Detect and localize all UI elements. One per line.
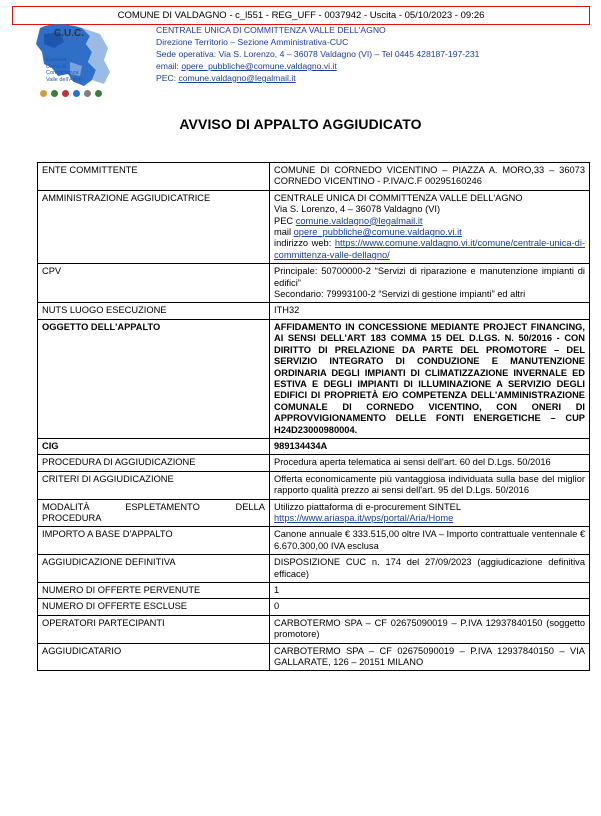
logo-acronym: C.U.C. — [54, 28, 84, 39]
row-value: 989134434A — [270, 438, 590, 454]
logo-caption: Centrale Unica di Committenza Valle dell'Agno — [46, 57, 82, 83]
row-value: Procedura aperta telematica ai sensi dell'art. 60 del D.Lgs. 50/2016 — [270, 455, 590, 471]
header-address: Sede operativa: Via S. Lorenzo, 4 – 36078 Valdagno (VI) – Tel 0445 428187-197-231 — [156, 49, 480, 59]
table-row — [38, 643, 590, 671]
row-label: OPERATORI PARTECIPANTI — [38, 615, 270, 643]
web-link[interactable]: https://www.comune.valdagno.vi.it/comune/centrale-unica-di-committenza-valle-dellagno/ — [274, 238, 585, 260]
crest-icon — [84, 90, 91, 97]
table-row — [38, 319, 590, 438]
table-row — [38, 499, 590, 527]
row-label: MODALITÀ ESPLETAMENTO DELLA PROCEDURA — [38, 499, 270, 527]
table-row — [38, 583, 590, 599]
row-label: AMMINISTRAZIONE AGGIUDICATRICE — [38, 190, 270, 263]
row-value: AFFIDAMENTO IN CONCESSIONE MEDIANTE PROJECT FINANCING, AI SENSI DELL'ART 183 COMMA 15 DEL D.LGS. N. 50/2016 - CON DIRITTO DI PRELAZIONE DA PARTE DEL PROMOTORE – DEL SERVIZIO INTEGRATO DI CONDUZIONE E MANUTENZIONE ORDINARIA DEGLI IMPIANTI DI CLIMATIZZAZIONE INVERNALE ED ESTIVA E DEGLI IMPIANTI DI ILLUMINAZIONE A SERVIZIO DEGLI EDIFICI DI PROPRIETÀ E/O COMPETENZA DELL'AMMINISTRAZIONE COMUNALE DI CORNEDO VICENTINO, CON ONERI DI APPROVVIGIONAMENTO DELLE FONTI ENERGETICHE – CUP H24D23000980004. — [270, 319, 590, 438]
mail-link[interactable]: opere_pubbliche@comune.valdagno.vi.it — [293, 227, 462, 238]
table-row — [38, 527, 590, 555]
row-label: NUTS LUOGO ESECUZIONE — [38, 303, 270, 319]
pec-link[interactable]: comune.valdagno@legalmail.it — [295, 215, 423, 226]
row-value: 0 — [270, 599, 590, 615]
header-email-link[interactable]: opere_pubbliche@comune.valdagno.vi.it — [181, 61, 337, 71]
row-label: CIG — [38, 438, 270, 454]
table-row — [38, 190, 590, 263]
table-row — [38, 471, 590, 499]
municipality-crests — [40, 90, 102, 97]
row-value: Utilizzo piattaforma di e-procurement SINTEL https://www.ariaspa.it/wps/portal/Aria/Home — [270, 499, 590, 527]
header-email-line: email: opere_pubbliche@comune.valdagno.vi.it — [156, 61, 337, 71]
crest-icon — [51, 90, 58, 97]
table-row — [38, 438, 590, 454]
row-label: CRITERI DI AGGIUDICAZIONE — [38, 471, 270, 499]
protocol-stamp: COMUNE DI VALDAGNO - c_l551 - REG_UFF - 0037942 - Uscita - 05/10/2023 - 09:26 — [12, 6, 590, 25]
row-label: OGGETTO DELL'APPALTO — [38, 319, 270, 438]
row-value: CARBOTERMO SPA – CF 02675090019 – P.IVA 12937840150 – VIA GALLARATE, 126 – 20151 MILANO — [270, 643, 590, 671]
crest-icon — [73, 90, 80, 97]
notice-table — [37, 162, 590, 671]
row-value: CENTRALE UNICA DI COMMITTENZA VALLE DELL'AGNO Via S. Lorenzo, 4 – 36078 Valdagno (VI) PEC comune.valdagno@legalmail.it mail opere_pubbliche@comune.valdagno.vi.it indirizzo web: https://www.comune.valdagno.vi.it/comune/centrale-unica-di-committenza-valle-dellagno/ — [270, 190, 590, 263]
header-org: CENTRALE UNICA DI COMMITTENZA VALLE DELL'AGNO — [156, 25, 386, 35]
row-label: AGGIUDICATARIO — [38, 643, 270, 671]
row-value: 1 — [270, 583, 590, 599]
table-row — [38, 303, 590, 319]
row-value: Principale: 50700000-2 “Servizi di riparazione e manutenzione impianti di edifici” Secondario: 79993100-2 “Servizi di gestione impianti” ed altri — [270, 264, 590, 303]
row-label: NUMERO DI OFFERTE PERVENUTE — [38, 583, 270, 599]
table-row — [38, 455, 590, 471]
table-row — [38, 615, 590, 643]
header-info — [156, 24, 479, 84]
row-label: IMPORTO A BASE D'APPALTO — [38, 527, 270, 555]
row-label: NUMERO DI OFFERTE ESCLUSE — [38, 599, 270, 615]
row-value: Offerta economicamente più vantaggiosa individuata sulla base del miglior rapporto qualità prezzo ai sensi dell'art. 95 del D.Lgs. 50/2016 — [270, 471, 590, 499]
crest-icon — [40, 90, 47, 97]
row-value: DISPOSIZIONE CUC n. 174 del 27/09/2023 (aggiudicazione definitiva efficace) — [270, 555, 590, 583]
header-pec-link[interactable]: comune.valdagno@legalmail.it — [178, 73, 296, 83]
row-value: ITH32 — [270, 303, 590, 319]
crest-icon — [62, 90, 69, 97]
row-label: ENTE COMMITTENTE — [38, 163, 270, 191]
table-row — [38, 555, 590, 583]
table-row — [38, 163, 590, 191]
page-title: AVVISO DI APPALTO AGGIUDICATO — [179, 116, 422, 132]
table-row — [38, 264, 590, 303]
table-row — [38, 599, 590, 615]
row-label: AGGIUDICAZIONE DEFINITIVA — [38, 555, 270, 583]
header-direction: Direzione Territorio – Sezione Amministrativa-CUC — [156, 37, 349, 47]
row-value: COMUNE DI CORNEDO VICENTINO – PIAZZA A. MORO,33 – 36073 CORNEDO VICENTINO - P.IVA/C.F 00295160246 — [270, 163, 590, 191]
row-label: PROCEDURA DI AGGIUDICAZIONE — [38, 455, 270, 471]
row-label: CPV — [38, 264, 270, 303]
crest-icon — [95, 90, 102, 97]
aria-link[interactable]: https://www.ariaspa.it/wps/portal/Aria/Home — [274, 512, 454, 523]
row-value: Canone annuale € 333.515,00 oltre IVA – Importo contrattuale ventennale € 6.670.300,00 IVA esclusa — [270, 527, 590, 555]
row-value: CARBOTERMO SPA – CF 02675090019 – P.IVA 12937840150 (soggetto promotore) — [270, 615, 590, 643]
header-pec-line: PEC: comune.valdagno@legalmail.it — [156, 73, 296, 83]
